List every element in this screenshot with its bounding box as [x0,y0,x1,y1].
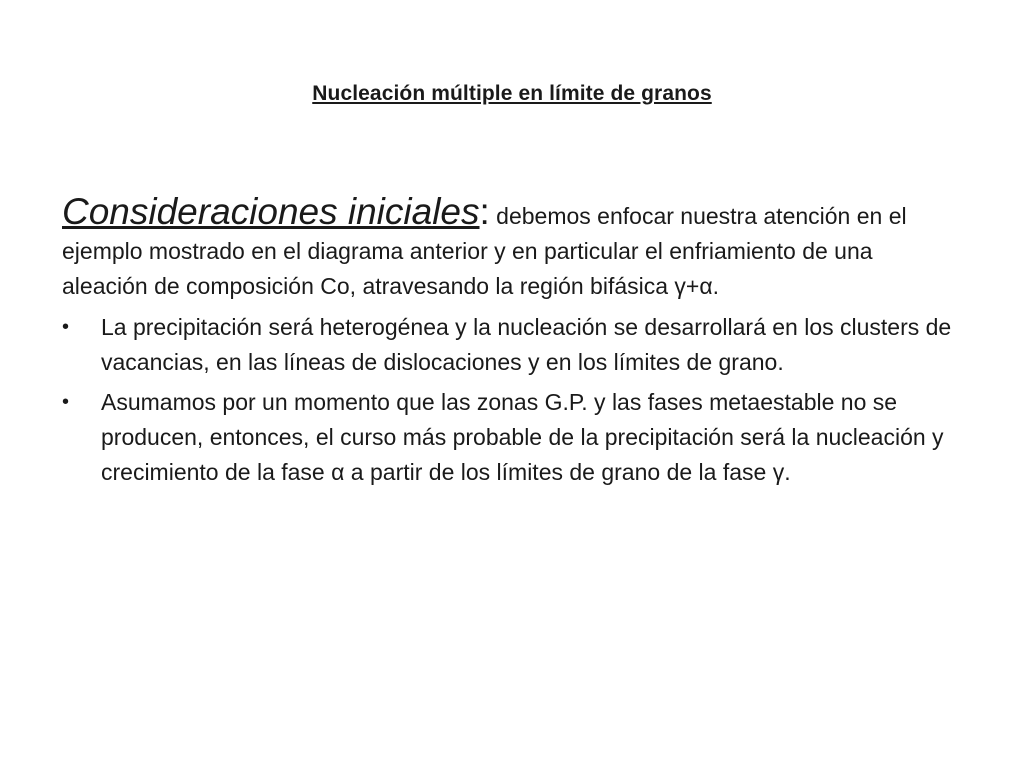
list-item [62,385,962,490]
slide-body [62,190,962,495]
bullet-list [62,310,962,490]
intro-text: debemos enfocar nuestra atención en el ejemplo mostrado en el diagrama anterior y en particular el enfriamiento de una aleación de composición Co, atravesando la región bifásica γ+α. [62,203,907,299]
bullet-text: Asumamos por un momento que las zonas G.P. y las fases metaestable no se producen, entonces, el curso más probable de la precipitación será la nucleación y crecimiento de la fase α a partir de los límites de grano de la fase γ. [101,389,944,485]
intro-paragraph [62,190,962,304]
section-heading: Consideraciones iniciales [62,191,480,232]
list-item [62,310,962,380]
slide-title: Nucleación múltiple en límite de granos [312,82,712,105]
bullet-icon: • [62,316,70,338]
heading-colon: : [479,191,490,232]
bullet-text: La precipitación será heterogénea y la nucleación se desarrollará en los clusters de vacancias, en las líneas de dislocaciones y en los límites de grano. [101,314,952,375]
bullet-icon: • [62,391,70,413]
